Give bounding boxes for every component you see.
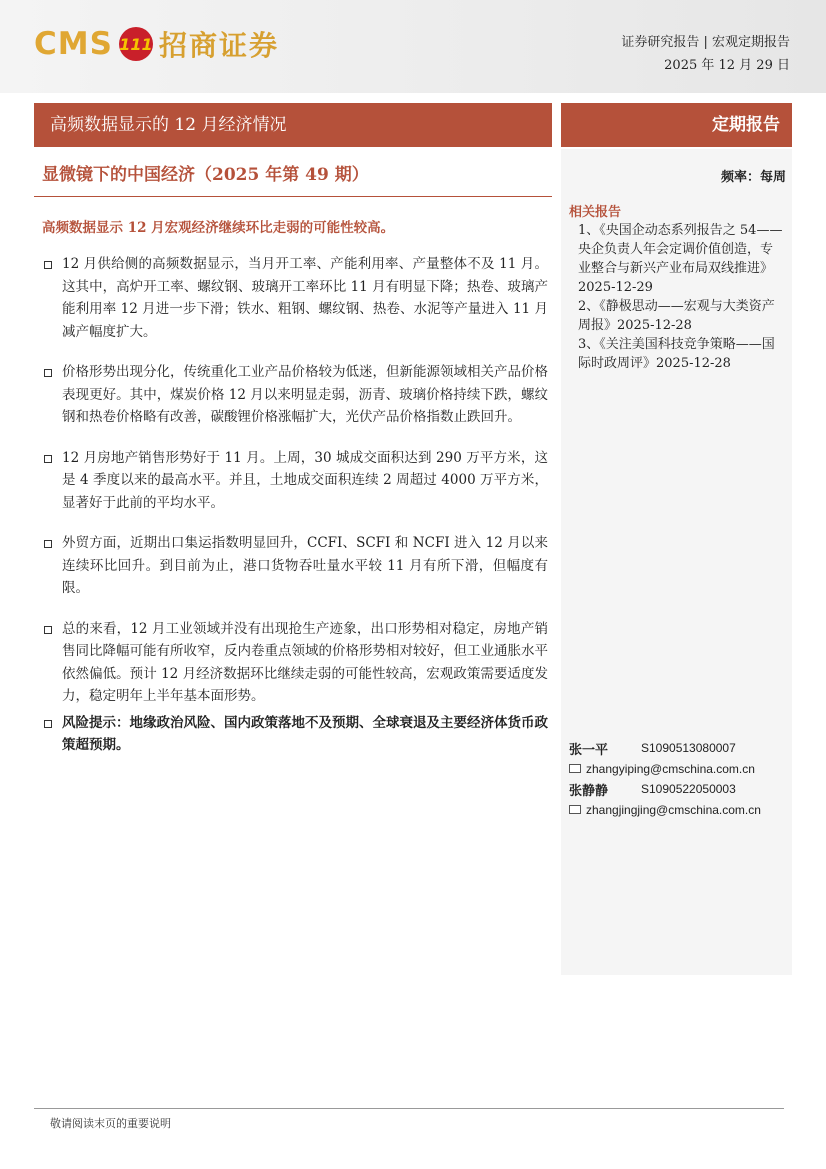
key-point-text: 12 月供给侧的高频数据显示，当月开工率、产能利用率、产量整体不及 11 月。这其中，高炉开工率、螺纹钢、玻璃开工率环比 11 月有明显下降；热卷、玻璃产能利用率 12 月进一步下滑；铁水、粗钢、螺纹钢、热卷、水泥等产量进入 11 月减产幅度扩大。 [62, 256, 548, 340]
footer-divider [34, 1108, 784, 1109]
related-reports-list [578, 221, 784, 373]
analyst-email[interactable]: zhangyiping@cmschina.com.cn [586, 761, 755, 776]
analyst-name: 张一平 [569, 742, 609, 758]
checkbox-bullet-icon [44, 455, 52, 463]
analyst-row [569, 779, 789, 799]
checkbox-bullet-icon [44, 540, 52, 548]
checkbox-bullet-icon [44, 626, 52, 634]
logo-chinese-text: 招商证券 [158, 29, 279, 62]
related-reports-heading: 相关报告 [569, 205, 622, 220]
analyst-id: S1090522050003 [641, 782, 736, 796]
key-point-text: 外贸方面，近期出口集运指数明显回升，CCFI、SCFI 和 NCFI 进入 12 月以来连续环比回升。到目前为止，港口货物吞吐量水平较 11 月有所下滑，但幅度有限。 [62, 535, 548, 596]
analyst-id: S1090513080007 [641, 741, 736, 755]
summary-headline: 高频数据显示 12 月宏观经济继续环比走弱的可能性较高。 [42, 220, 395, 236]
key-point-text: 总的来看，12 月工业领域并没有出现抢生产迹象，出口形势相对稳定，房地产销售同比降幅可能有所收窄，反内卷重点领域的价格形势相对较好，但工业通胀水平依然偏低。预计 12 月经济数据环比继续走弱的可能性较高，宏观政策需要适度发力，稳定明年上半年基本面形势。 [62, 620, 548, 704]
key-point [42, 447, 548, 515]
risk-warning [42, 712, 548, 757]
analyst-block [569, 738, 789, 820]
footer-note: 敬请阅读末页的重要说明 [50, 1117, 171, 1130]
email-icon [569, 764, 581, 773]
frequency-label: 频率：每周 [720, 170, 786, 185]
risk-warning-text: 风险提示：地缘政治风险、国内政策落地不及预期、全球衰退及主要经济体货币政策超预期。 [62, 714, 548, 753]
report-title: 显微镜下的中国经济（2025 年第 49 期） [42, 165, 369, 185]
related-report-item[interactable]: 3、《关注美国科技竞争策略——国际时政周评》2025-12-28 [578, 337, 775, 371]
key-point-text: 12 月房地产销售形势好于 11 月。上周，30 城成交面积达到 290 万平方米，这是 4 季度以来的最高水平。并且，土地成交面积连续 2 周超过 4000 万平方米，显著好于此前的平均水平。 [62, 449, 548, 511]
key-point [42, 253, 548, 343]
header-meta [621, 31, 790, 77]
company-logo [34, 24, 279, 64]
key-point [42, 618, 548, 708]
logo-badge-icon: 111 [119, 27, 153, 61]
key-point [42, 361, 548, 429]
checkbox-bullet-icon [44, 720, 52, 728]
analyst-email[interactable]: zhangjingjing@cmschina.com.cn [586, 802, 761, 817]
analyst-email-row [569, 758, 789, 779]
related-report-item[interactable]: 1、《央国企动态系列报告之 54——央企负责人年会定调价值创造，专业整合与新兴产业布局双线推进》2025-12-29 [578, 223, 783, 295]
email-icon [569, 805, 581, 814]
key-point [42, 532, 548, 600]
checkbox-bullet-icon [44, 261, 52, 269]
logo-cms-text: CMS [34, 26, 113, 62]
analyst-name: 张静静 [569, 783, 609, 799]
key-points-list [42, 253, 548, 757]
report-date: 2025 年 12 月 29 日 [664, 58, 790, 73]
report-category-banner: 定期报告 [561, 103, 792, 147]
title-divider [34, 196, 552, 197]
analyst-email-row [569, 799, 789, 820]
checkbox-bullet-icon [44, 369, 52, 377]
report-type: 证券研究报告 | 宏观定期报告 [621, 35, 790, 50]
related-report-item[interactable]: 2、《静极思动——宏观与大类资产周报》2025-12-28 [578, 299, 775, 333]
key-point-text: 价格形势出现分化，传统重化工业产品价格较为低迷，但新能源领域相关产品价格表现更好。其中，煤炭价格 12 月以来明显走弱，沥青、玻璃价格持续下跌，螺纹钢和热卷价格略有改善，碳酸锂价格涨幅扩大，光伏产品价格指数止跌回升。 [62, 364, 548, 425]
analyst-row [569, 738, 789, 758]
topic-banner: 高频数据显示的 12 月经济情况 [34, 103, 552, 147]
